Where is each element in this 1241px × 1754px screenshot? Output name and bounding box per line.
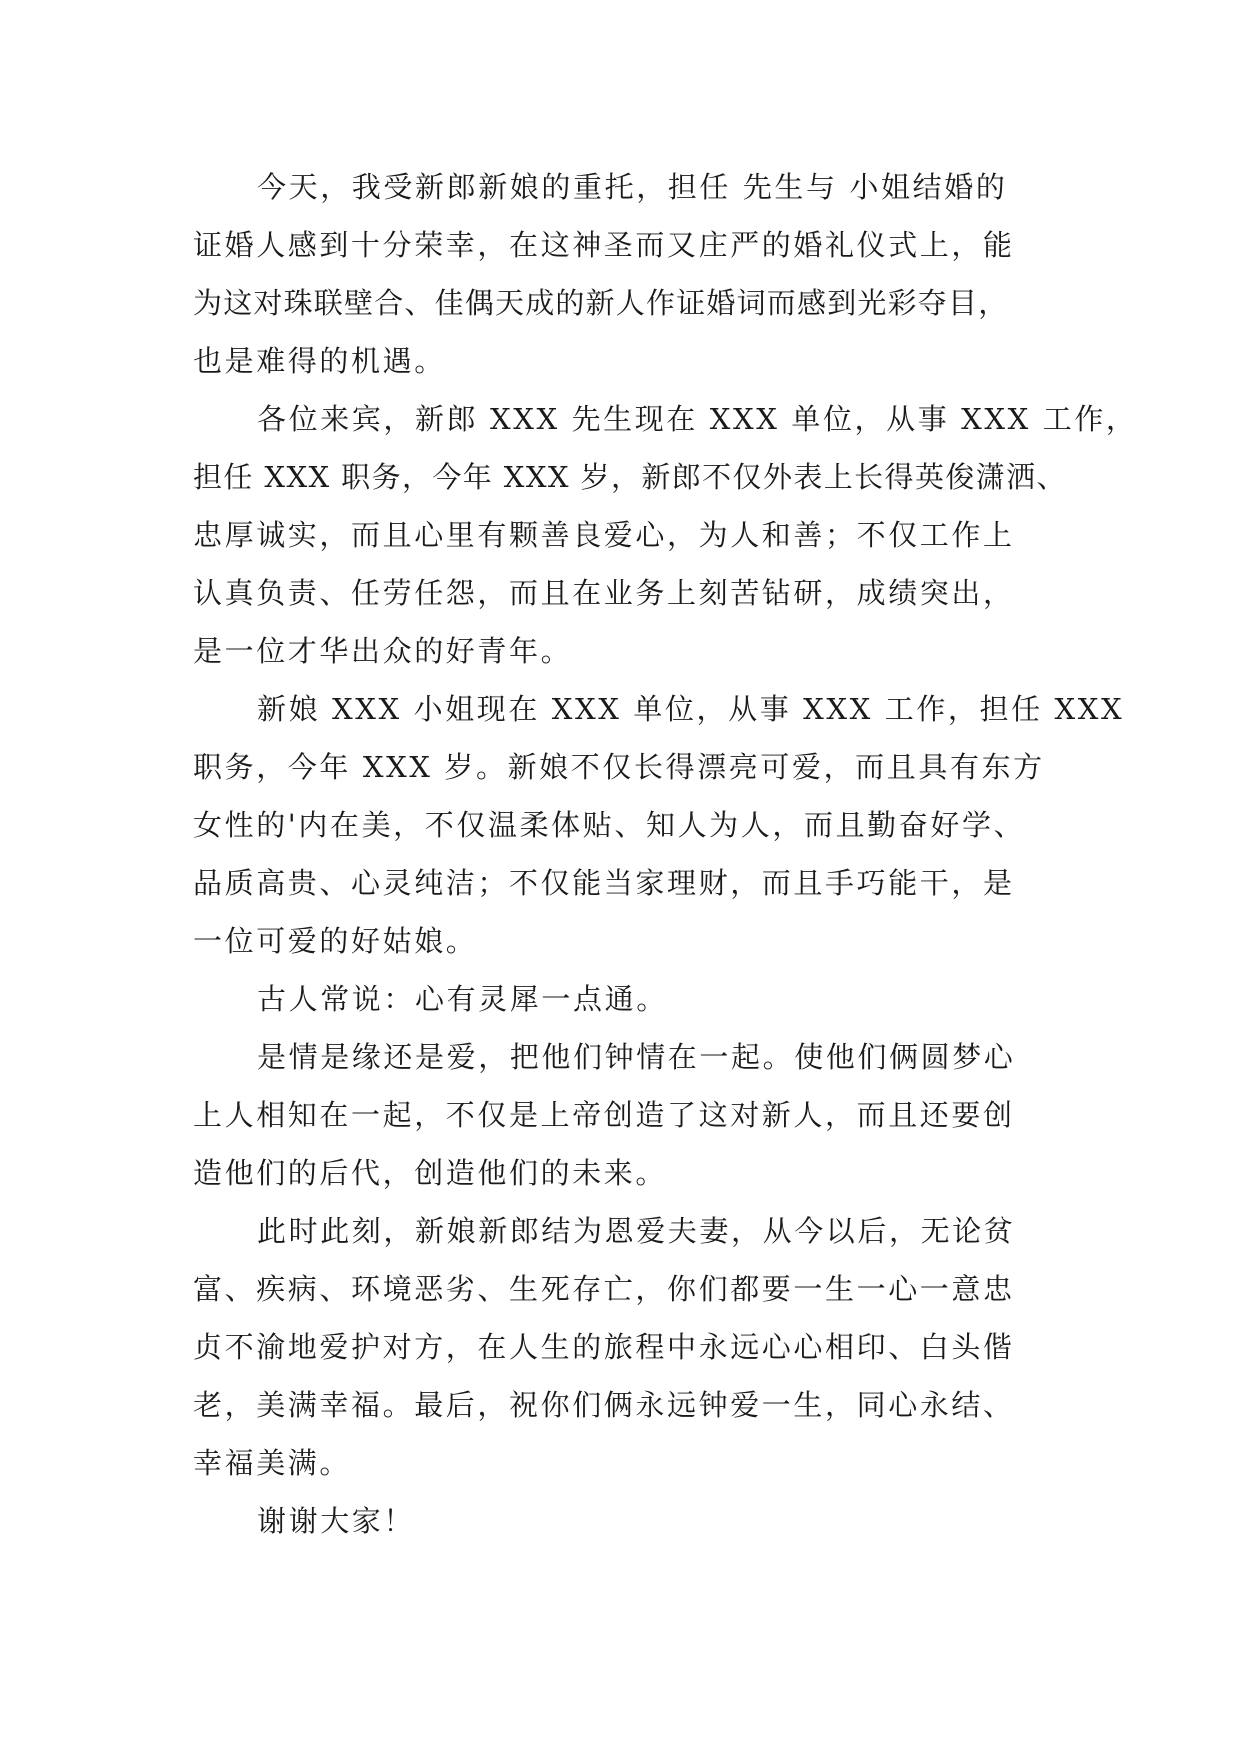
text-line: 是情是缘还是爱，把他们钟情在一起。使他们俩圆梦心 bbox=[257, 1040, 1016, 1074]
text-line: 担任 XXX 职务，今年 XXX 岁，新郎不仅外表上长得英俊潇洒、 bbox=[193, 460, 1067, 494]
text-line: 是一位才华出众的好青年。 bbox=[193, 634, 573, 668]
text-line: 古人常说：心有灵犀一点通。 bbox=[257, 982, 668, 1016]
text-line: 女性的'内在美，不仅温柔体贴、知人为人，而且勤奋好学、 bbox=[193, 808, 1026, 842]
paragraph-opening bbox=[193, 158, 1085, 390]
text-line: 新娘 XXX 小姐现在 XXX 单位，从事 XXX 工作，担任 XXX bbox=[257, 692, 1125, 726]
text-line: 富、疾病、环境恶劣、生死存亡，你们都要一生一心一意忠 bbox=[193, 1272, 1015, 1306]
paragraph-saying bbox=[193, 970, 1085, 1028]
speech-body bbox=[193, 158, 1138, 1550]
paragraph-thanks bbox=[193, 1492, 1085, 1550]
paragraph-vows bbox=[193, 1202, 1085, 1492]
text-line: 认真负责、任劳任怨，而且在业务上刻苦钻研，成绩突出， bbox=[193, 576, 1015, 610]
text-line: 幸福美满。 bbox=[193, 1446, 352, 1480]
text-line: 职务，今年 XXX 岁。新娘不仅长得漂亮可爱，而且具有东方 bbox=[193, 750, 1045, 784]
text-line: 也是难得的机遇。 bbox=[193, 344, 446, 378]
text-line: 忠厚诚实，而且心里有颗善良爱心，为人和善；不仅工作上 bbox=[193, 518, 1015, 552]
text-line: 一位可爱的好姑娘。 bbox=[193, 924, 478, 958]
text-line: 今天，我受新郎新娘的重托，担任 先生与 小姐结婚的 bbox=[257, 170, 1008, 204]
text-line: 为这对珠联壁合、佳偶天成的新人作证婚词而感到光彩夺目， bbox=[193, 286, 1009, 320]
paragraph-groom bbox=[193, 390, 1138, 680]
text-line: 各位来宾，新郎 XXX 先生现在 XXX 单位，从事 XXX 工作， bbox=[257, 402, 1138, 436]
paragraph-bride bbox=[193, 680, 1125, 970]
text-line: 证婚人感到十分荣幸，在这神圣而又庄严的婚礼仪式上，能 bbox=[193, 228, 1015, 262]
text-line: 谢谢大家！ bbox=[257, 1504, 416, 1538]
text-line: 此时此刻，新娘新郎结为恩爱夫妻，从今以后，无论贫 bbox=[257, 1214, 1016, 1248]
text-line: 品质高贵、心灵纯洁；不仅能当家理财，而且手巧能干，是 bbox=[193, 866, 1015, 900]
paragraph-fate bbox=[193, 1028, 1085, 1202]
text-line: 造他们的后代，创造他们的未来。 bbox=[193, 1156, 668, 1190]
text-line: 贞不渝地爱护对方，在人生的旅程中永远心心相印、白头偕 bbox=[193, 1330, 1015, 1364]
text-line: 上人相知在一起，不仅是上帝创造了这对新人，而且还要创 bbox=[193, 1098, 1015, 1132]
text-line: 老，美满幸福。最后，祝你们俩永远钟爱一生，同心永结、 bbox=[193, 1388, 1015, 1422]
